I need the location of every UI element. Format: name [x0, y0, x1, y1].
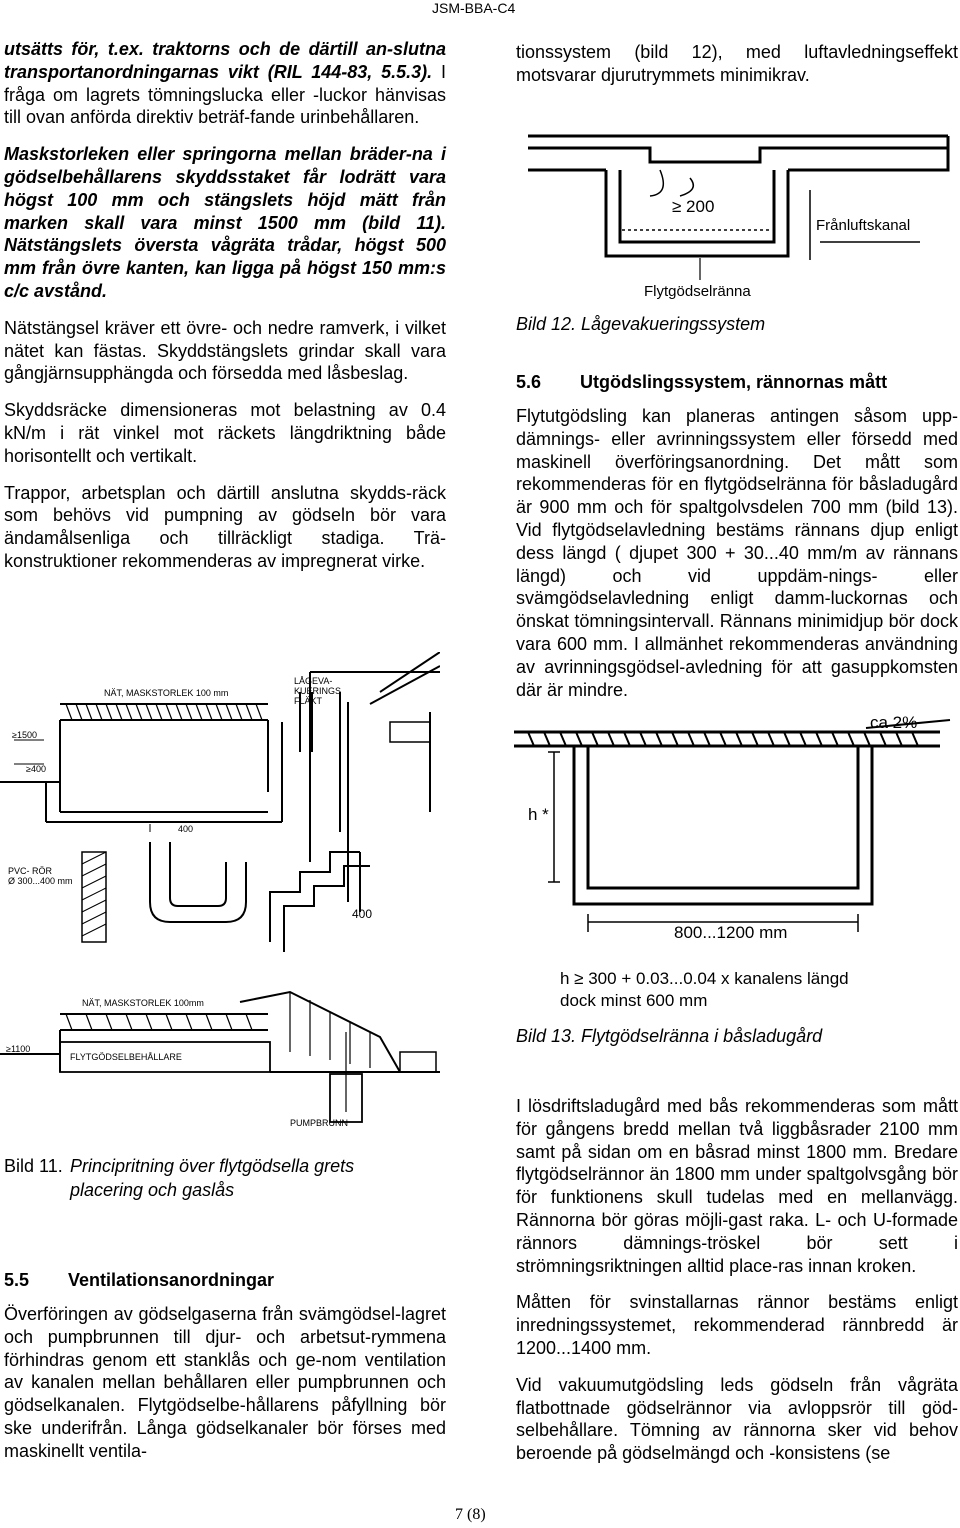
- label-1100: ≥1100: [6, 1044, 31, 1054]
- paragraph: Nätstängsel kräver ett övre- och nedre ramverk, i vilket nätet kan fästas. Skyddstängslets grindar skall vara gångjärnsupphängda och försedda med låsbeslag.: [4, 317, 446, 384]
- paragraph: Överföringen av gödselgaserna från svämgödsel-lagret och pumpbrunnen till djur- och arbetsut-rymmena förhindras genom ett stanklås och ge-nom ventilation av kanalen mellan behållaren eller pumpbrunnen och gödselkanalen. Flytgödselbe-hållarens påfyllning bör ske underifrån. Långa gödselkanaler bör förses med maskinellt ventila-: [4, 1304, 446, 1461]
- figure-13: [514, 710, 956, 1016]
- label-400b: 400: [178, 824, 194, 834]
- label-nat-mask-2: NÄT, MASKSTORLEK 100mm: [82, 998, 204, 1008]
- section-title: Ventilationsanordningar: [68, 1270, 275, 1290]
- label-ca-2: ca 2%: [870, 713, 918, 732]
- left-column-text: [4, 38, 446, 573]
- label-flakt: FLÄKT: [294, 696, 323, 706]
- section-number: 5.5: [4, 1270, 30, 1290]
- label-dock-minst: dock minst 600 mm: [560, 991, 708, 1010]
- caption-bild-13: Bild 13. Flytgödselränna i båsladugård: [516, 1026, 823, 1046]
- label-pumpbrunn: PUMPBRUNN: [290, 1118, 349, 1128]
- right-column-bottom-text: [516, 1095, 958, 1465]
- page-header: [0, 0, 960, 18]
- label-franluftskanal: Frånluftskanal: [816, 217, 911, 234]
- paragraph: Skyddsräcke dimensioneras mot belastning av 0.4 kN/m i rät vinkel mot räckets längdriktning både horisontellt och vertikalt.: [4, 400, 446, 466]
- label-formula: h ≥ 300 + 0.03...0.04 x kanalens längd: [560, 969, 849, 988]
- caption-line: Principritning över flytgödsella grets: [70, 1156, 355, 1176]
- caption-bild-11: [4, 1154, 444, 1202]
- label-kuerings: KUERINGS: [294, 686, 342, 696]
- paragraph: Måtten för svinstallarnas rännor bestäms enligt inredningssystemet, rekommenderad rännbredd är 1200...1400 mm.: [516, 1292, 958, 1358]
- right-column-mid-text: [516, 405, 958, 701]
- paragraph: Vid vakuumutgödsling leds gödseln från vågräta flatbottnade gödselrännor via avloppsrör till göd-selbehållare. Tömning av rännorna sker vid behov beroende på gödselmängd och -konsistens (se: [516, 1374, 958, 1464]
- caption-line: placering och gaslås: [70, 1180, 235, 1200]
- paragraph: I lösdriftsladugård med bås rekommenderas som mått för gångens bredd mellan två liggbåsrader 2100 mm samt på sidan om en båsrad minst 1800 mm. Bredare flytgödselrännor än 1800 mm under spaltgolvsgång bör för funktionens skull tudelas med en mellanvägg. Rännorna bör göras möjli-gast raka. L- och U-formade rännors dämnings-tröskel bör sett i strömningsriktningen alltid place-ras innan kroken.: [516, 1096, 958, 1276]
- section-number: 5.6: [516, 372, 542, 392]
- label-pvc: PVC- RÖR: [8, 866, 53, 876]
- page-number: 7 (8): [455, 1506, 486, 1523]
- label-width: 800...1200 mm: [674, 923, 788, 942]
- paragraph: Maskstorleken eller springorna mellan bräder-na i gödselbehållarens skyddsstaket får lodrätt vara högst 100 mm och stängslets höjd mätt från marken skall vara minst 1500 mm (bild 11). Nätstängslets översta vågräta trådar, högst 500 mm från övre kanten, kan ligga på högst 150 mm:s c/c avstånd.: [4, 144, 446, 301]
- label-400c: 400: [352, 907, 373, 921]
- section-heading-5-6: [516, 372, 887, 393]
- label-flytgodselranna: Flytgödselränna: [644, 283, 751, 300]
- paragraph: tionssystem (bild 12), med luftavledningseffekt motsvarar djurutrymmets minimikrav.: [516, 42, 958, 85]
- section-title: Utgödslingssystem, rännornas mått: [580, 372, 888, 392]
- paragraph: Flytutgödsling kan planeras antingen såsom upp-dämnings- eller avrinningssystem eller försedd med maskinell överföringsanordning. Det mått som rekommenderas för en flytgödselränna för båsladugård är 900 mm och för spaltgolvsdelen 700 mm (bild 13). Vid flytgödselavledning bestäms rännans djup enligt dess längd ( djupet 300 + 30...40 mm/m av rännans längd) och vid uppdäm-nings- eller svämgödselavledning enligt damm-luckornas och önskat tömningsintervall. Rännans minimidjup bör dock vara 600 mm. I allmänhet rekommenderas användning av avrinningsgödsel-avledning för att gasuppkomsten där är mindre.: [516, 406, 958, 700]
- label-lageva: LÅGEVA-: [294, 676, 333, 686]
- figure-11: [0, 652, 440, 1142]
- label-h: h *: [528, 805, 549, 824]
- bold-text: utsätts för, t.ex. traktorns och de därtill an-slutna transportanordningarnas vikt (RIL 144-83, 5.5.3).: [4, 39, 446, 82]
- paragraph: Trappor, arbetsplan och därtill anslutna skydds-räck som behövs vid pumpning av gödseln bör vara ändamålsenliga och tillräckligt stadiga. Trä-konstruktioner rekommenderas av impregnerat virke.: [4, 482, 446, 571]
- label-nat-mask-1: NÄT, MASKSTORLEK 100 mm: [104, 688, 229, 698]
- caption-bild-12: Bild 12. Lågevakueringssystem: [516, 314, 766, 334]
- label-400a: ≥400: [26, 764, 46, 774]
- paragraph: [4, 38, 446, 129]
- caption-number: Bild 11.: [4, 1156, 63, 1176]
- body-text: I fråga om lagrets tömningslucka eller -luckor hänvisas till ovan anförda direktiv beträf-fande urinbehållaren.: [4, 61, 446, 128]
- right-column-top-text: [516, 41, 958, 87]
- section-heading-5-5: [4, 1270, 274, 1291]
- label-200: ≥ 200: [672, 197, 715, 216]
- label-flytgodselbehallare: FLYTGÖDSELBEHÅLLARE: [70, 1052, 182, 1062]
- label-pvc-dim: Ø 300...400 mm: [8, 876, 73, 886]
- figure-12: [520, 130, 956, 310]
- document-code: JSM-BBA-C4: [432, 0, 516, 16]
- label-1500: ≥1500: [12, 730, 37, 740]
- left-column-bottom-text: [4, 1303, 446, 1463]
